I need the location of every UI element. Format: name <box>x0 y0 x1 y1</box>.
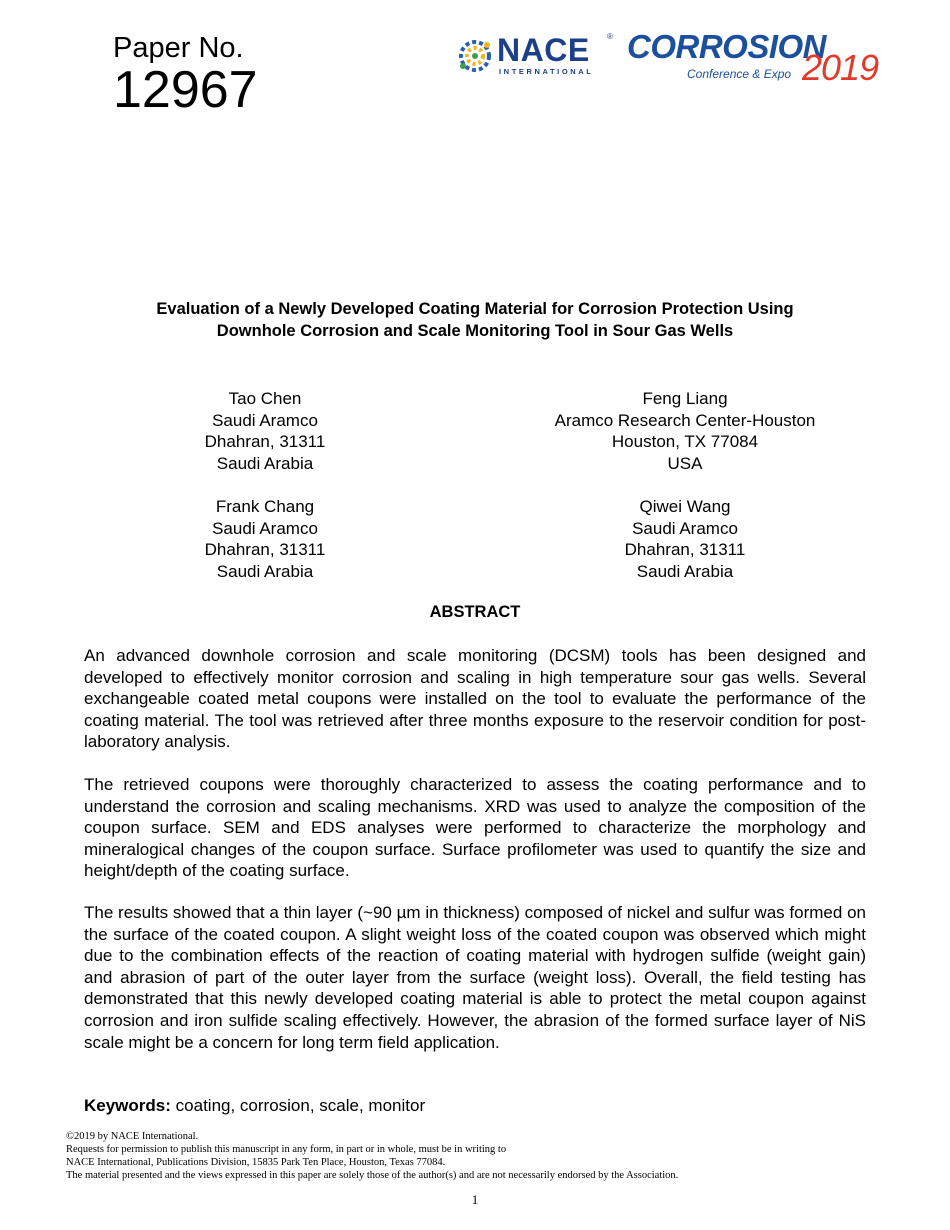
paper-number: 12967 <box>113 61 258 119</box>
author-country: Saudi Arabia <box>216 561 314 581</box>
abstract-heading: ABSTRACT <box>429 603 521 621</box>
author-country: Saudi Arabia <box>216 453 314 473</box>
nace-subtitle: INTERNATIONAL <box>499 67 594 76</box>
author-org: Saudi Aramco <box>632 518 738 538</box>
page-number: 1 <box>471 1192 479 1207</box>
author-city: Dhahran, 31311 <box>204 540 326 559</box>
author-name: Frank Chang <box>215 497 315 516</box>
copyright-footer <box>66 1130 896 1182</box>
registered-mark: ® <box>607 32 613 41</box>
abstract-paragraph-2: The retrieved coupons were thoroughly characterized to assess the coating performance and to understand the corrosion and scaling mechanisms. XRD was used to analyze the composition of the coupon surface. SEM and EDS analyses were performed to characterize the morphology and mineralogical changes of the coupon surface. Surface profilometer was used to quantify the size and height/depth of the coating surface. <box>84 775 866 881</box>
title-line-1: Evaluation of a Newly Developed Coating Material for Corrosion Protection Using <box>156 300 794 318</box>
author-block-feng-liang <box>520 388 850 474</box>
conference-year: 2019 <box>802 47 879 88</box>
author-name: Qiwei Wang <box>639 497 731 516</box>
footer-line-3: NACE International, Publications Division, 15835 Park Ten Place, Houston, Texas 77084. <box>66 1157 446 1168</box>
nace-wordmark: NACE <box>497 32 590 68</box>
author-block-tao-chen <box>165 388 365 474</box>
author-city: Houston, TX 77084 <box>611 432 759 451</box>
author-org: Aramco Research Center-Houston <box>554 410 816 430</box>
author-country: USA <box>667 453 703 473</box>
nace-emblem-icon <box>455 36 495 76</box>
author-org: Saudi Aramco <box>212 410 318 430</box>
footer-line-4: The material presented and the views expressed in this paper are solely those of the author(s) and are not necessarily endorsed by the Association. <box>66 1170 679 1181</box>
abstract-paragraph-3: The results showed that a thin layer (~90 µm in thickness) composed of nickel and sulfur was formed on the surface of the coated coupon. A slight weight loss of the coated coupon was observed which might due to the combination effects of the reaction of coating material with hydrogen sulfide (weight gain) and abrasion of part of the outer layer from the surface (weight loss). Overall, the field testing has demonstrated that this newly developed coating material is able to protect the metal coupon against corrosion and iron sulfide scaling effectively. However, the abrasion of the formed surface layer of NiS scale might be a concern for long term field application. <box>84 903 866 1052</box>
author-city: Dhahran, 31311 <box>624 540 746 559</box>
keywords-line <box>84 1096 425 1116</box>
corrosion-wordmark: CORROSION <box>627 28 827 65</box>
paper-number-label: Paper No. <box>113 32 244 64</box>
footer-line-2: Requests for permission to publish this manuscript in any form, in part or in whole, must be in writing to <box>66 1144 507 1155</box>
paper-title <box>80 298 870 342</box>
author-block-qiwei-wang <box>520 496 850 582</box>
footer-line-1: ©2019 by NACE International. <box>66 1131 199 1142</box>
corrosion-conference-logo <box>627 30 887 90</box>
author-block-frank-chang <box>165 496 365 582</box>
keywords-label: Keywords: <box>84 1096 171 1115</box>
author-city: Dhahran, 31311 <box>204 432 326 451</box>
title-line-2: Downhole Corrosion and Scale Monitoring Tool in Sour Gas Wells <box>216 322 734 340</box>
abstract-paragraph-1: An advanced downhole corrosion and scale monitoring (DCSM) tools has been designed and developed to effectively monitor corrosion and scaling in high temperature sour gas wells. Several exchangeable coated metal coupons were installed on the tool to evaluate the performance of the coating material. The tool was retrieved after three months exposure to the reservoir condition for post-laboratory analysis. <box>84 646 866 752</box>
keywords-text: coating, corrosion, scale, monitor <box>175 1096 426 1115</box>
author-org: Saudi Aramco <box>212 518 318 538</box>
author-name: Feng Liang <box>642 389 728 408</box>
nace-logo <box>455 34 615 80</box>
author-country: Saudi Arabia <box>636 561 734 581</box>
author-name: Tao Chen <box>228 389 302 408</box>
conference-expo-label: Conference & Expo <box>687 67 792 81</box>
